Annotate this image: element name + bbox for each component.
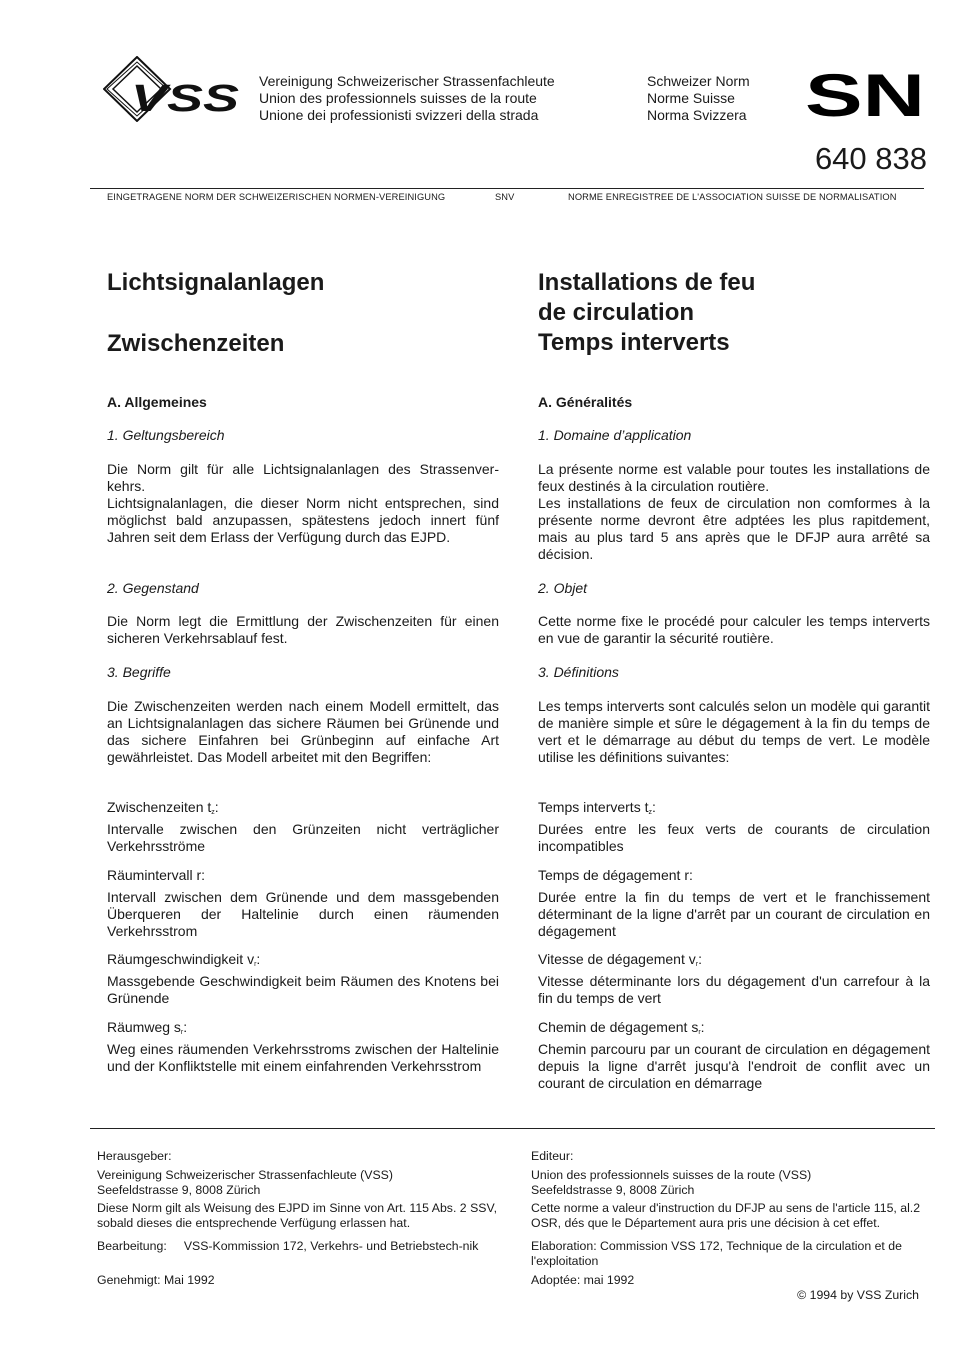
registration-snv: SNV: [495, 192, 515, 202]
section-heading-fr: A. Généralités: [538, 394, 633, 410]
footer-notice-fr: Cette norme a valeur d'instruction du DFJP au sens de l'article 115, al.2 OSR, dés que le Département aura pris une décision à cet effet.: [531, 1201, 921, 1230]
svg-text:SN: SN: [805, 69, 925, 119]
title-de-line1: Lichtsignalanlagen: [107, 269, 325, 296]
paragraph: La présente norme est valable pour toutes les installations de feux destinés à la circulation routière.: [538, 461, 930, 494]
footer-divider: [90, 1128, 935, 1129]
definition-de: [107, 799, 499, 855]
section-heading-de: A. Allgemeines: [107, 394, 207, 410]
subheading-scope-de: 1. Geltungsbereich: [107, 427, 225, 443]
terms-intro-de: [107, 698, 499, 766]
document-number: 640 838: [814, 141, 927, 176]
scope-text-fr: [538, 461, 930, 563]
footer-publisher-de: [97, 1168, 497, 1198]
publisher-address: Seefeldstrasse 9, 8008 Zürich: [97, 1183, 261, 1197]
definition-term: Räumweg $s_r$:: [107, 1019, 188, 1036]
copyright: © 1994 by VSS Zurich: [797, 1288, 919, 1302]
association-name-de: Vereinigung Schweizerischer Strassenfachleute: [259, 73, 555, 89]
norm-type: [647, 73, 750, 124]
paragraph: Les installations de feux de circulation non comformes à la présente norme devront être adptées les plus rapitdement, mais au plus tard 5 ans après que le DFJP aura arrêté sa décision.: [538, 495, 930, 562]
footer-approved-de: Genehmigt: Mai 1992: [97, 1273, 215, 1287]
definition-term: Vitesse de dégagement $v_r$:: [538, 951, 702, 968]
footer-editing-de: Bearbeitung: VSS-Kommission 172, Verkehrs- und Betriebstech-nik: [97, 1239, 479, 1253]
subheading-subject-fr: 2. Objet: [538, 580, 588, 596]
definition-text: Massgebende Geschwindigkeit beim Räumen des Knotens bei Grünende: [107, 973, 499, 1006]
title-fr: [538, 268, 930, 358]
definition-text: Durées entre les feux verts de courants de circulation incompatibles: [538, 821, 930, 854]
norm-type-fr: Norme Suisse: [647, 90, 735, 106]
title-fr-line2: de circulation: [538, 299, 695, 326]
subheading-definitions-fr: 3. Définitions: [538, 664, 619, 680]
footer-editing-fr: Elaboration: Commission VSS 172, Technique de la circulation et de l'exploitation: [531, 1239, 902, 1268]
definition-term: Räumintervall r:: [107, 867, 206, 883]
association-name-it: Unione dei professionisti svizzeri della strada: [259, 107, 539, 123]
definition-text: Intervall zwischen dem Grünende und dem massgebenden Überqueren der Haltelinie durch einen räumenden Verkehrsstrom: [107, 889, 499, 939]
paragraph: Les temps interverts sont calculés selon un modèle qui garantit de manière simple et sûre le dégagement à la fin du temps de vert et le démarrage au début du temps de vert. Le modèle utilise les définitions suivantes:: [538, 698, 930, 765]
paragraph: Die Zwischenzeiten werden nach einem Modell ermittelt, das an Lichtsignalanlagen das sichere Räumen bei Grünende und das sichere Einfahren bei Grünbeginn auf einfache Art gewährleistet. Das Modell arbeitet mit den Begriffen:: [107, 698, 499, 765]
title-de-line2: Zwischenzeiten: [107, 330, 285, 357]
svg-text:VSS: VSS: [131, 78, 239, 120]
subject-text-fr: [538, 613, 930, 647]
paragraph: Die Norm gilt für alle Lichtsignalanlagen des Strassenver-kehrs.: [107, 461, 499, 494]
footer-publisher-label-fr: Editeur:: [531, 1149, 574, 1163]
association-name-fr: Union des professionnels suisses de la route: [259, 90, 537, 106]
subject-text-de: [107, 613, 499, 647]
definition-term: Temps interverts $t_z$:: [538, 799, 656, 816]
footer-notice-de: Diese Norm gilt als Weisung des EJPD im Sinne von Art. 115 Abs. 2 SSV, sobald dieses die entsprechende Verfügung erlassen hat.: [97, 1201, 497, 1230]
scope-text-de: [107, 461, 499, 546]
registration-de: EINGETRAGENE NORM DER SCHWEIZERISCHEN NORMEN-VEREINIGUNG: [107, 192, 446, 202]
footer-publisher-fr: [531, 1168, 931, 1198]
publisher-name: Vereinigung Schweizerischer Strassenfachleute (VSS): [97, 1168, 393, 1182]
publisher-name: Union des professionnels suisses de la route (VSS): [531, 1168, 812, 1182]
definition-term: Chemin de dégagement $s_r$:: [538, 1019, 705, 1036]
footer-publisher-label-de: Herausgeber:: [97, 1149, 172, 1163]
definition-text: Durée entre la fin du temps de vert et le franchissement déterminant de la ligne d'arrêt par un courant de circulation en dégagement: [538, 889, 930, 939]
definition-term: Zwischenzeiten $t_z$:: [107, 799, 219, 816]
norm-type-de: Schweizer Norm: [647, 73, 750, 89]
definition-text: Vitesse déterminante lors du dégagement d'un carrefour à la fin du temps de vert: [538, 973, 930, 1006]
subheading-terms-de: 3. Begriffe: [107, 664, 171, 680]
paragraph: Lichtsignalanlagen, die dieser Norm nicht entsprechen, sind möglichst bald anzupassen, spätestens jedoch innert fünf Jahren seit dem Erlass der Verfügung durch das EJPD.: [107, 495, 499, 545]
definition-term: Räumgeschwindigkeit $v_r$:: [107, 951, 261, 968]
subheading-scope-fr: 1. Domaine d’application: [538, 427, 692, 443]
footer-approved-fr: Adoptée: mai 1992: [531, 1273, 635, 1287]
subheading-subject-de: 2. Gegenstand: [107, 580, 199, 596]
registration-fr: NORME ENREGISTREE DE L'ASSOCIATION SUISSE DE NORMALISATION: [568, 192, 897, 202]
paragraph: Cette norme fixe le procédé pour calculer les temps interverts en vue de garantir la sécurité routière.: [538, 613, 930, 646]
definition-term: Temps de dégagement r:: [538, 867, 693, 883]
norm-type-it: Norma Svizzera: [647, 107, 747, 123]
definitions-intro-fr: [538, 698, 930, 766]
paragraph: Die Norm legt die Ermittlung der Zwischenzeiten für einen sicheren Verkehrsablauf fest.: [107, 613, 499, 646]
definition-text: Weg eines räumenden Verkehrsstroms zwischen der Haltelinie und der Konfliktstelle mit einem einfahrenden Verkehrsstrom: [107, 1041, 499, 1074]
publisher-address: Seefeldstrasse 9, 8008 Zürich: [531, 1183, 695, 1197]
title-fr-line1: Installations de feu: [538, 269, 756, 296]
title-fr-line3: Temps interverts: [538, 329, 730, 356]
definition-fr: [538, 799, 930, 855]
definition-text: Intervalle zwischen den Grünzeiten nicht verträglicher Verkehrsströme: [107, 821, 499, 854]
header-divider: [90, 188, 924, 189]
sn-logo: [805, 69, 927, 119]
definition-fr: [538, 1019, 930, 1092]
title-de: [107, 268, 499, 359]
vss-logo: [103, 56, 243, 122]
definition-fr: [538, 867, 930, 940]
definition-de: [107, 867, 499, 940]
definition-text: Chemin parcouru par un courant de circulation en dégagement depuis la ligne d'arrêt jusqu'à l'endroit de conflit avec un courant de circulation en démarrage: [538, 1041, 930, 1091]
association-names: [259, 73, 555, 124]
definition-de: [107, 1019, 499, 1075]
definition-fr: [538, 951, 930, 1007]
definition-de: [107, 951, 499, 1007]
